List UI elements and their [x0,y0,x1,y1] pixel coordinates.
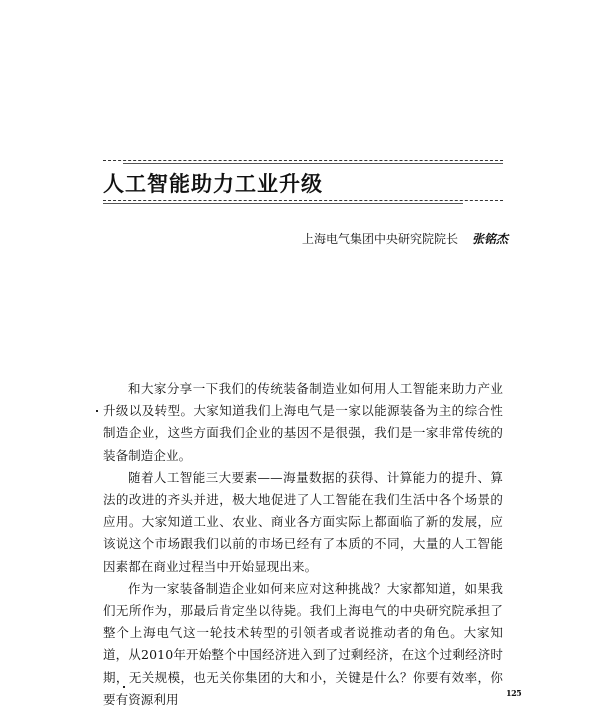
scan-speck [123,686,125,688]
scan-speck [96,410,98,412]
author-line [302,230,508,247]
title-rule-top [103,160,503,161]
title-rule-bottom [103,200,503,201]
paragraph: 作为一家装备制造企业如何来应对这种挑战？大家都知道，如果我们无所作为，那最后肯定坐以待毙。我们上海电气的中央研究院承担了整个上海电气这一轮技术转型的引领者或者说推动者的角色。大家知道，从2010年开始整个中国经济进入到了过剩经济，在这个过剩经济时期，无关规模，也无关你集团的大和小，关键是什么？你要有效率，你要有资源利用 [103,580,503,707]
paragraph: 随着人工智能三大要素——海量数据的获得、计算能力的提升、算法的改进的齐头并进，极大地促进了人工智能在我们生活中各个场景的应用。大家知道工业、农业、商业各方面实际上都面临了新的发展，应该说这个市场跟我们以前的市场已经有了本质的不同，大量的人工智能因素都在商业过程当中开始显现出来。 [103,469,503,574]
paragraph: 和大家分享一下我们的传统装备制造业如何用人工智能来助力产业升级以及转型。大家知道我们上海电气是一家以能源装备为主的综合性制造企业，这些方面我们企业的基因不是很强，我们是一家非常传统的装备制造企业。 [103,381,503,463]
page-number: 125 [506,688,522,698]
author-affiliation: 上海电气集团中央研究院院长 [302,232,459,246]
article-body [103,378,503,711]
author-name: 张铭杰 [472,232,509,246]
article-title: 人工智能助力工业升级 [103,172,323,196]
